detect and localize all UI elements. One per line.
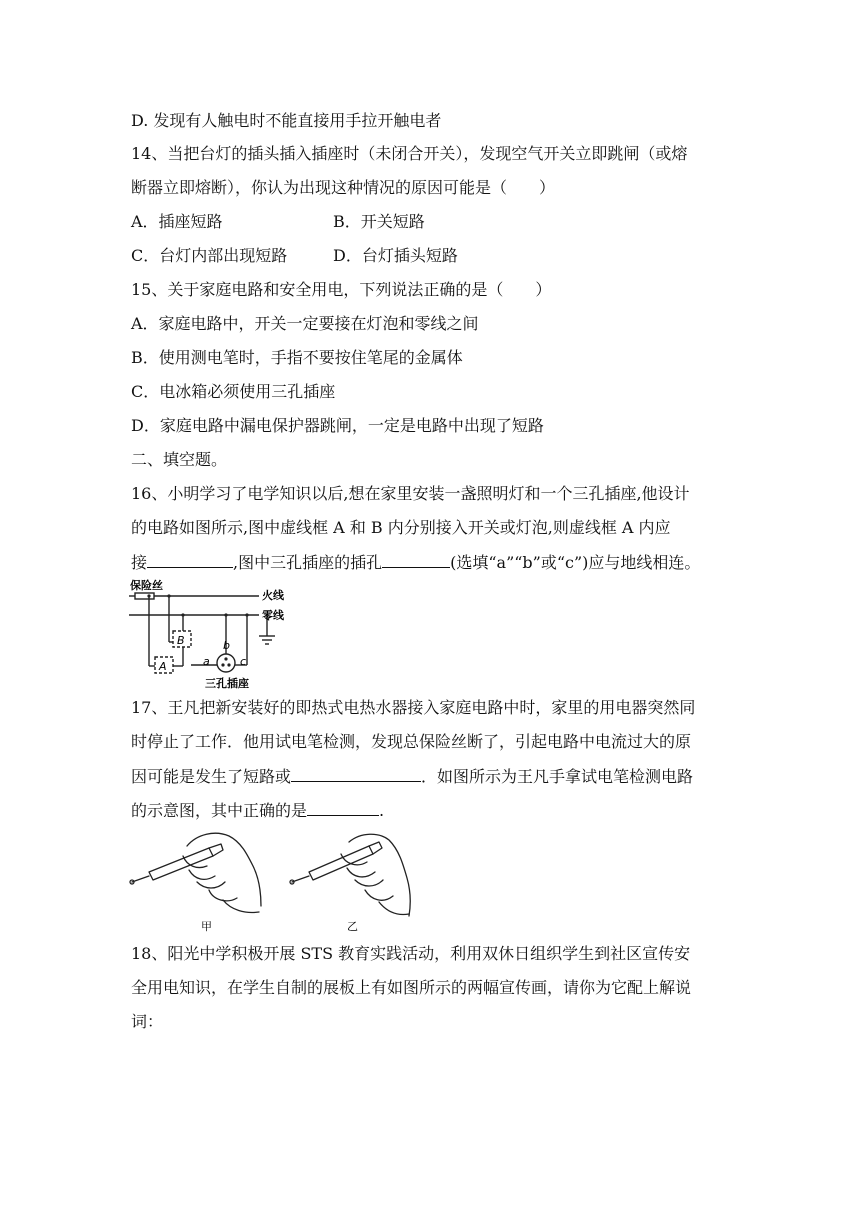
fuse-label: 保险丝	[130, 579, 163, 592]
q14-option-c: C．台灯内部出现短路	[131, 246, 288, 265]
figure-label-right: 乙	[347, 920, 358, 933]
q17-line1: 17、王凡把新安装好的即热式电热水器接入家庭电路中时，家里的用电器突然同	[131, 698, 696, 717]
q15-option-b: B．使用测电笔时，手指不要按住笔尾的金属体	[131, 348, 463, 367]
hand-with-pen-left-icon	[130, 833, 261, 912]
q15-option-a: A．家庭电路中，开关一定要接在灯泡和零线之间	[131, 314, 479, 333]
q14-option-a: A．插座短路	[131, 212, 223, 231]
q18-line2: 全用电知识，在学生自制的展板上有如图所示的两幅宣传画，请你为它配上解说	[131, 978, 692, 997]
hole-b-label: b	[223, 639, 230, 652]
hole-c-label: c	[240, 655, 247, 668]
hand-with-pen-right-icon	[290, 834, 410, 916]
q14-stem-line1: 14、当把台灯的插头插入插座时（未闭合开关），发现空气开关立即跳闸（或熔	[131, 144, 688, 163]
answer-blank	[382, 551, 450, 568]
q13-option-d: D. 发现有人触电时不能直接用手拉开触电者	[131, 111, 442, 130]
figure-label-left: 甲	[201, 920, 212, 933]
q18-line1: 18、阳光中学积极开展 STS 教育实践活动，利用双休日组织学生到社区宣传安	[131, 944, 691, 963]
q17-line3: 因可能是发生了短路或 ．如图所示为王凡手拿试电笔检测电路	[131, 767, 694, 786]
q17-line4: 的示意图，其中正确的是 .	[131, 801, 385, 820]
box-a-label: A	[159, 660, 167, 673]
q14-options-ab	[131, 211, 731, 233]
box-b-label: B	[177, 634, 185, 647]
q14-stem-line2: 断器立即熔断），你认为出现这种情况的原因可能是（ ）	[131, 178, 556, 197]
q18-line3: 词：	[131, 1012, 164, 1031]
answer-blank	[291, 765, 421, 782]
fuse-icon	[135, 593, 154, 599]
answer-blank	[307, 799, 379, 816]
q16-line2: 的电路如图所示,图中虚线框 A 和 B 内分别接入开关或灯泡,则虚线框 A 内应	[131, 518, 671, 537]
socket-label: 三孔插座	[205, 677, 249, 690]
q14-options-cd	[131, 245, 731, 267]
q16-circuit-figure	[129, 579, 299, 691]
q14-option-d: D．台灯插头短路	[333, 246, 458, 265]
neutral-wire-label: 零线	[262, 609, 284, 622]
section-title: 二、填空题。	[131, 450, 228, 469]
three-pin-socket-icon	[217, 654, 235, 672]
q17-line2: 时停止了工作．他用试电笔检测，发现总保险丝断了，引起电路中电流过大的原	[131, 732, 692, 751]
q17-test-pen-figure	[127, 826, 417, 936]
hole-a-label: a	[203, 655, 210, 668]
q15-option-c: C．电冰箱必须使用三孔插座	[131, 382, 336, 401]
q15-option-d: D．家庭电路中漏电保护器跳闸，一定是电路中出现了短路	[131, 416, 544, 435]
live-wire-label: 火线	[262, 589, 284, 602]
q16-line1: 16、小明学习了电学知识以后,想在家里安装一盏照明灯和一个三孔插座,他设计	[131, 484, 690, 503]
answer-blank	[147, 551, 233, 568]
q14-option-b: B．开关短路	[333, 212, 425, 231]
q15-stem: 15、关于家庭电路和安全用电，下列说法正确的是（ ）	[131, 280, 552, 299]
q16-line3: 接 ,图中三孔插座的插孔 (选填“a”“b”或“c”)应与地线相连。	[131, 553, 701, 572]
